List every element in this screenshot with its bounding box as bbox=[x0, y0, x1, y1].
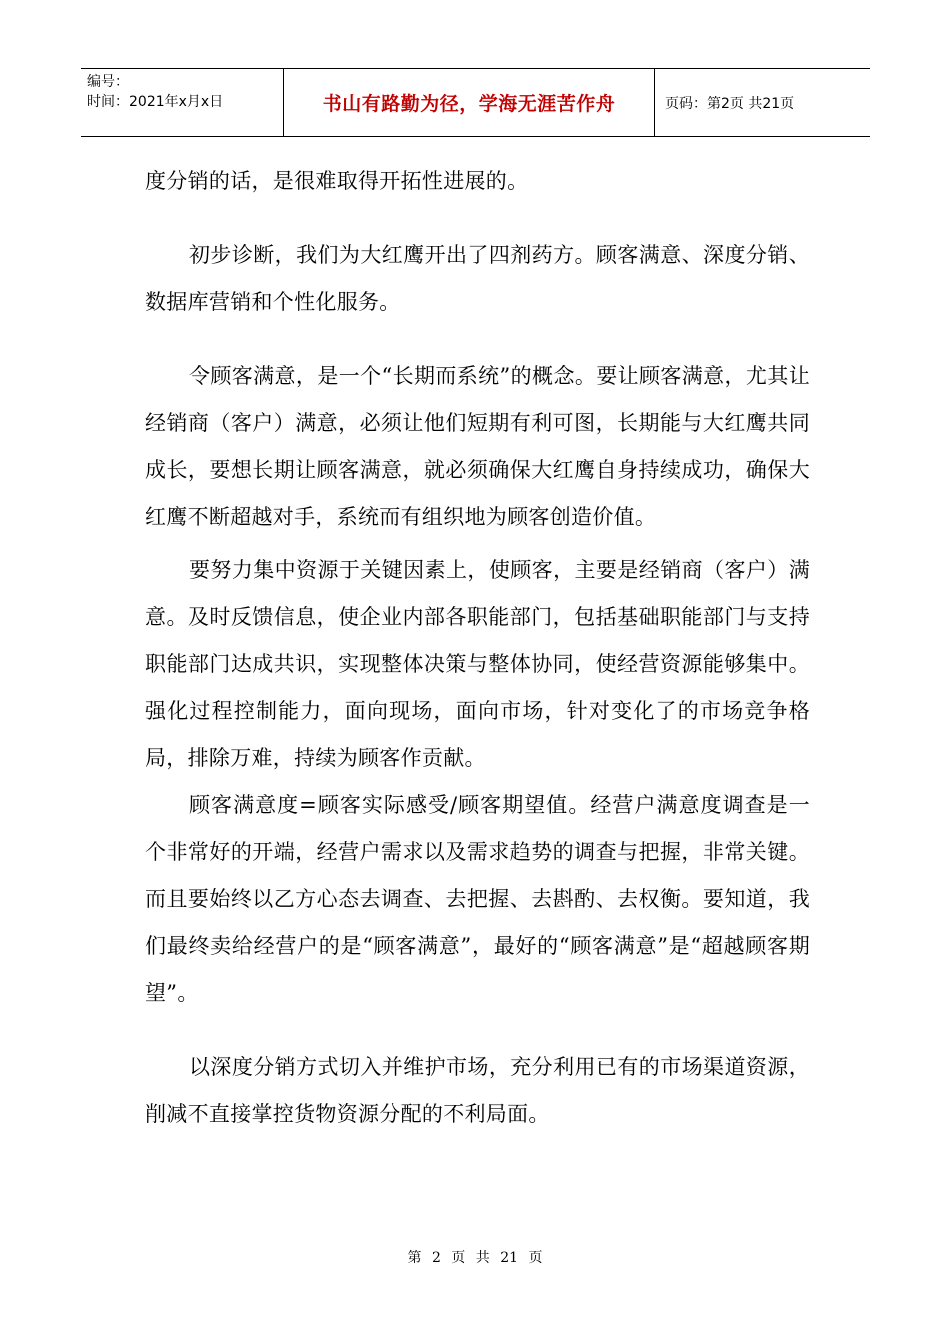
page-footer: 第 2 页 共 21 页 bbox=[407, 1250, 543, 1266]
paragraph-continuation: 度分销的话，是很难取得开拓性进展的。 bbox=[145, 169, 529, 193]
header-meta-cell bbox=[81, 69, 283, 136]
paragraph: 初步诊断，我们为大红鹰开出了四剂药方。顾客满意、深度分销、数据库营销和个性化服务。 bbox=[145, 243, 810, 314]
header-page-cell bbox=[655, 69, 870, 136]
paragraph: 令顾客满意，是一个“长期而系统”的概念。要让顾客满意，尤其让经销商（客户）满意，必须让他们短期有利可图，长期能与大红鹰共同成长，要想长期让顾客满意，就必须确保大红鹰自身持续成功，确保大红鹰不断超越对手，系统而有组织地为顾客创造价值。 bbox=[145, 364, 810, 529]
document-date: 时间：2021年x月x日 bbox=[87, 94, 224, 110]
header-motto-cell bbox=[283, 69, 655, 136]
paragraph: 要努力集中资源于关键因素上，使顾客，主要是经销商（客户）满意。及时反馈信息，使企业内部各职能部门，包括基础职能部门与支持职能部门达成共识，实现整体决策与整体协同，使经营资源能够集中。强化过程控制能力，面向现场，面向市场，针对变化了的市场竞争格局，排除万难，持续为顾客作贡献。 bbox=[145, 558, 810, 770]
document-header bbox=[81, 68, 870, 137]
paragraph: 以深度分销方式切入并维护市场，充分利用已有的市场渠道资源，削减不直接掌控货物资源分配的不利局面。 bbox=[145, 1055, 810, 1126]
document-number-label: 编号： bbox=[87, 74, 129, 90]
paragraph: 顾客满意度=顾客实际感受/顾客期望值。经营户满意度调查是一个非常好的开端，经营户需求以及需求趋势的调查与把握，非常关键。而且要始终以乙方心态去调查、去把握、去斟酌、去权衡。要知道，我们最终卖给经营户的是“顾客满意”，最好的“顾客满意”是“超越顾客期望”。 bbox=[145, 793, 810, 1005]
document-body bbox=[145, 158, 810, 1138]
motto-text: 书山有路勤为径，学海无涯苦作舟 bbox=[322, 93, 616, 115]
header-page-info: 页码：第2页 共21页 bbox=[665, 95, 795, 112]
